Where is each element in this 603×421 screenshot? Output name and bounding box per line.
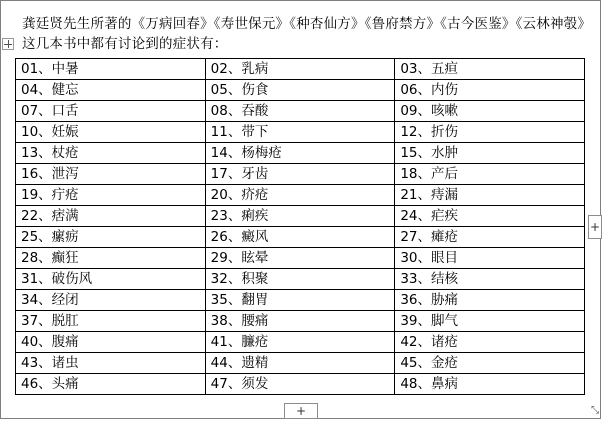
table-cell[interactable]: 14、杨梅疮 (205, 143, 395, 164)
table-cell[interactable]: 02、乳病 (205, 59, 395, 80)
table-cell[interactable]: 19、疔疮 (16, 185, 206, 206)
table-cell[interactable]: 42、诸疮 (395, 332, 585, 353)
table-cell[interactable]: 07、口舌 (16, 101, 206, 122)
table-row (16, 374, 585, 395)
table-cell[interactable]: 08、吞酸 (205, 101, 395, 122)
table-row (16, 101, 585, 122)
table-cell[interactable]: 48、鼻病 (395, 374, 585, 395)
table-cell[interactable]: 37、脱肛 (16, 311, 206, 332)
table-cell[interactable]: 30、眼目 (395, 248, 585, 269)
add-column-button[interactable]: + (588, 215, 602, 239)
table-cell[interactable]: 17、牙齿 (205, 164, 395, 185)
table-cell[interactable]: 39、脚气 (395, 311, 585, 332)
table-resize-handle-icon[interactable]: ⤡ (591, 405, 599, 416)
symptoms-table (15, 58, 585, 395)
table-cell[interactable]: 22、痞满 (16, 206, 206, 227)
table-cell[interactable]: 23、痢疾 (205, 206, 395, 227)
table-row (16, 164, 585, 185)
table-row (16, 248, 585, 269)
table-cell[interactable]: 35、翻胃 (205, 290, 395, 311)
table-cell[interactable]: 38、腰痛 (205, 311, 395, 332)
table-row (16, 206, 585, 227)
add-row-button[interactable]: + (284, 403, 318, 419)
table-cell[interactable]: 40、腹痛 (16, 332, 206, 353)
table-move-handle-icon[interactable] (2, 38, 14, 50)
table-cell[interactable]: 21、痔漏 (395, 185, 585, 206)
table-cell[interactable]: 12、折伤 (395, 122, 585, 143)
table-cell[interactable]: 28、癫狂 (16, 248, 206, 269)
table-row (16, 80, 585, 101)
table-cell[interactable]: 16、泄泻 (16, 164, 206, 185)
table-cell[interactable]: 06、内伤 (395, 80, 585, 101)
table-row (16, 311, 585, 332)
table-cell[interactable]: 04、健忘 (16, 80, 206, 101)
table-row (16, 353, 585, 374)
table-cell[interactable]: 25、瘰疬 (16, 227, 206, 248)
table-cell[interactable]: 44、遗精 (205, 353, 395, 374)
table-cell[interactable]: 45、金疮 (395, 353, 585, 374)
table-row (16, 59, 585, 80)
table-row (16, 143, 585, 164)
table-cell[interactable]: 10、妊娠 (16, 122, 206, 143)
table-cell[interactable]: 01、中暑 (16, 59, 206, 80)
table-cell[interactable]: 47、须发 (205, 374, 395, 395)
table-cell[interactable]: 24、疟疾 (395, 206, 585, 227)
table-row (16, 269, 585, 290)
table-row (16, 332, 585, 353)
table-cell[interactable]: 31、破伤风 (16, 269, 206, 290)
table-cell[interactable]: 41、臁疮 (205, 332, 395, 353)
table-row (16, 122, 585, 143)
table-cell[interactable]: 29、眩晕 (205, 248, 395, 269)
table-row (16, 290, 585, 311)
intro-paragraph: 龚廷贤先生所著的《万病回春》《寿世保元》《种杏仙方》《鲁府禁方》《古今医鉴》《云林神彀》这几本书中都有讨论到的症状有： (22, 16, 585, 52)
table-cell[interactable]: 36、胁痛 (395, 290, 585, 311)
table-cell[interactable]: 18、产后 (395, 164, 585, 185)
table-cell[interactable]: 27、瘫疮 (395, 227, 585, 248)
table-cell[interactable]: 33、结核 (395, 269, 585, 290)
table-cell[interactable]: 15、水肿 (395, 143, 585, 164)
table-cell[interactable]: 32、积聚 (205, 269, 395, 290)
table-cell[interactable]: 43、诸虫 (16, 353, 206, 374)
table-cell[interactable]: 09、咳嗽 (395, 101, 585, 122)
table-cell[interactable]: 13、杖疮 (16, 143, 206, 164)
table-cell[interactable]: 03、五疸 (395, 59, 585, 80)
table-cell[interactable]: 26、癜风 (205, 227, 395, 248)
table-row (16, 227, 585, 248)
table-cell[interactable]: 05、伤食 (205, 80, 395, 101)
table-cell[interactable]: 34、经闭 (16, 290, 206, 311)
table-cell[interactable]: 46、头痛 (16, 374, 206, 395)
table-cell[interactable]: 20、疥疮 (205, 185, 395, 206)
table-cell[interactable]: 11、带下 (205, 122, 395, 143)
table-row (16, 185, 585, 206)
